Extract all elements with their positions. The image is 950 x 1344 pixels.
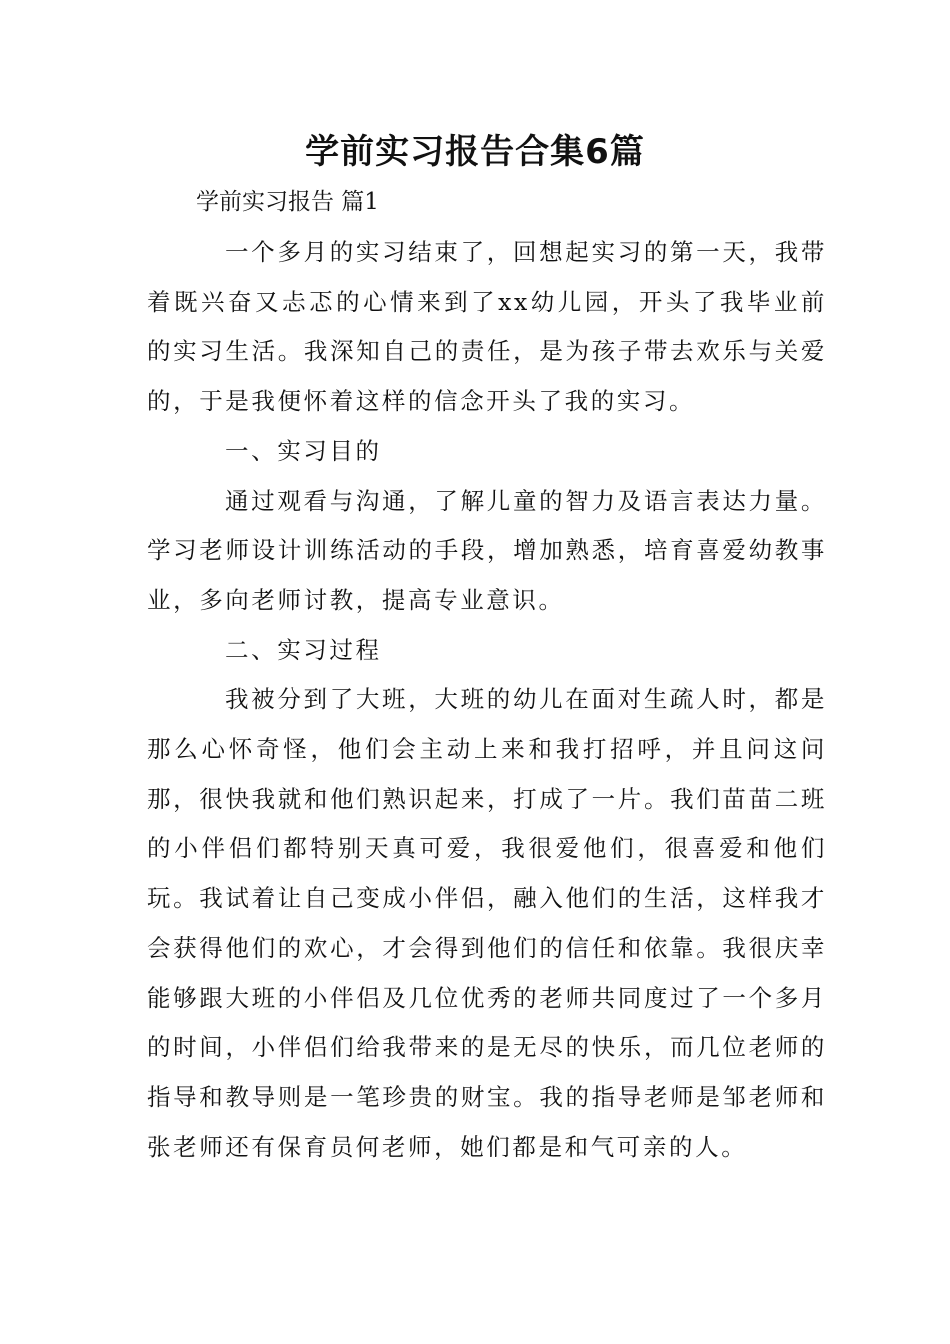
purpose-paragraph: 通过观看与沟通，了解儿童的智力及语言表达力量。学习老师设计训练活动的手段，增加熟悉，培育喜爱幼教事业，多向老师讨教，提高专业意识。 bbox=[147, 486, 827, 614]
section-heading-process: 二、实习过程 bbox=[225, 635, 382, 664]
document-body bbox=[147, 228, 827, 1172]
section-subtitle: 学前实习报告 篇1 bbox=[196, 189, 379, 215]
intro-paragraph: 一个多月的实习结束了，回想起实习的第一天，我带着既兴奋又忐忑的心情来到了xx幼儿园，开头了我毕业前的实习生活。我深知自己的责任，是为孩子带去欢乐与关爱的，于是我便怀着这样的信念开头了我的实习。 bbox=[147, 238, 827, 416]
document-title: 学前实习报告合集6篇 bbox=[305, 132, 645, 172]
section-heading-purpose: 一、实习目的 bbox=[225, 436, 382, 465]
process-paragraph: 我被分到了大班，大班的幼儿在面对生疏人时，都是那么心怀奇怪，他们会主动上来和我打招呼，并且问这问那，很快我就和他们熟识起来，打成了一片。我们苗苗二班的小伴侣们都特别天真可爱，我很爱他们，很喜爱和他们玩。我试着让自己变成小伴侣，融入他们的生活，这样我才会获得他们的欢心，才会得到他们的信任和依靠。我很庆幸能够跟大班的小伴侣及几位优秀的老师共同度过了一个多月的时间，小伴侣们给我带来的是无尽的快乐，而几位老师的指导和教导则是一笔珍贵的财宝。我的指导老师是邹老师和张老师还有保育员何老师，她们都是和气可亲的人。 bbox=[147, 685, 827, 1161]
